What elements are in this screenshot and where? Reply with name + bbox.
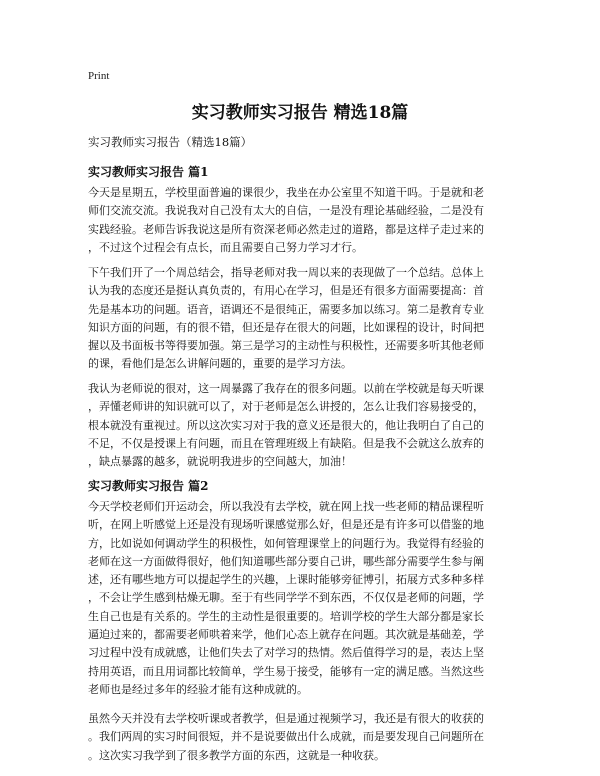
page-title: 实习教师实习报告 精选18篇 (191, 103, 409, 123)
text-line: 握以及书面板书等得要加强。第三是学习的主动性与积极性，还需要多听其他老师 (88, 339, 484, 353)
text-line: 的课，看他们是怎么讲解问题的，重要的是学习方法。 (88, 357, 352, 371)
paragraph-2-1 (88, 498, 522, 699)
text-line: 习过程中没有成就感，让他们失去了对学习的热情。然后值得学习的是，表达上坚 (88, 646, 484, 660)
text-line: 认为我的态度还是挺认真负责的，有用心在学习，但是还有很多方面需要提高：首 (88, 284, 484, 298)
text-line: 根本就没有重视过。所以这次实习对于我的意义还是很大的，他让我明白了自己的 (88, 418, 484, 432)
document-subtitle: 实习教师实习报告（精选18篇） (88, 135, 253, 149)
paragraph-1-1 (88, 184, 522, 257)
text-line: 生自己也是有关系的。学生的主动性是很重要的。培训学校的学生大部分都是家长 (88, 609, 484, 623)
paragraph-1-2 (88, 264, 522, 374)
text-line: ，弄懂老师讲的知识就可以了，对于老师是怎么讲授的，怎么让我们容易接受的， (88, 400, 484, 414)
text-line: 逼迫过来的，都需要老师哄着来学，他们心态上就存在问题。其次就是基础差，学 (88, 628, 484, 642)
text-line: 虽然今天并没有去学校听课或者教学，但是通过视频学习，我还是有很大的收获的 (88, 712, 484, 725)
text-line: 听，在网上听感觉上还是没有现场听课感觉那么好，但是还是有许多可以借鉴的地 (88, 518, 484, 532)
text-line: 知识方面的问题，有的很不错，但还是存在很大的问题，比如课程的设计，时间把 (88, 320, 484, 334)
text-line: 今天是星期五，学校里面普遍的课很少，我坐在办公室里不知道干吗。于是就和老 (88, 186, 484, 199)
text-line: ，不过这个过程会有点长，而且需要自己努力学习才行。 (88, 240, 363, 254)
text-line: 老师也是经过多年的经验才能有这种成就的。 (88, 682, 308, 696)
text-line: ，不会让学生感到枯燥无聊。至于有些同学学不到东西，不仅仅是老师的问题，学 (88, 591, 484, 605)
text-line: 先是基本功的问题。语音，语调还不是很纯正，需要多加以练习。第二是教育专业 (88, 302, 484, 316)
text-line: 下午我们开了一个周总结会，指导老师对我一周以来的表现做了一个总结。总体上 (88, 266, 484, 279)
text-line: 老师在这一方面做得很好，他们知道哪些部分要自己讲，哪些部分需要学生参与阐 (88, 554, 484, 568)
section-heading-2: 实习教师实习报告 篇2 (88, 479, 209, 493)
text-line: 我认为老师说的很对，这一周暴露了我存在的很多问题。以前在学校就是每天听课 (88, 382, 484, 395)
text-line: 方，比如说如何调动学生的积极性，如何管理课堂上的问题行为。我觉得有经验的 (88, 536, 484, 550)
print-link[interactable]: Print (88, 70, 110, 82)
text-line: 持用英语，而且用词都比较简单，学生易于接受，能够有一定的满足感。当然这些 (88, 664, 484, 678)
text-line: ，缺点暴露的越多，就说明我进步的空间越大，加油！ (88, 455, 352, 469)
text-line: 不足，不仅是授课上有问题，而且在管理班级上有缺陷。但是我不会就这么放弃的 (88, 436, 484, 450)
text-line: 师们交流交流。我说我对自己没有太大的自信，一是没有理论基础经验，二是没有 (88, 204, 484, 218)
text-line: 。这次实习我学到了很多教学方面的东西，这就是一种收获。 (88, 748, 385, 762)
section-heading-1: 实习教师实习报告 篇1 (88, 165, 209, 179)
text-line: 述，还有哪些地方可以提起学生的兴趣，上课时能够旁征博引，拓展方式多种多样 (88, 573, 484, 587)
text-line: 实践经验。老师告诉我说这是所有资深老师必然走过的道路，都是这样子走过来的 (88, 222, 484, 236)
paragraph-1-3 (88, 380, 522, 471)
text-line: 。我们两周的实习时间很短，并不是说要做出什么成就，而是要发现自己问题所在 (88, 730, 484, 744)
text-line: 今天学校老师们开运动会，所以我没有去学校，就在网上找一些老师的精品课程听 (88, 500, 484, 513)
paragraph-2-2 (88, 710, 522, 765)
